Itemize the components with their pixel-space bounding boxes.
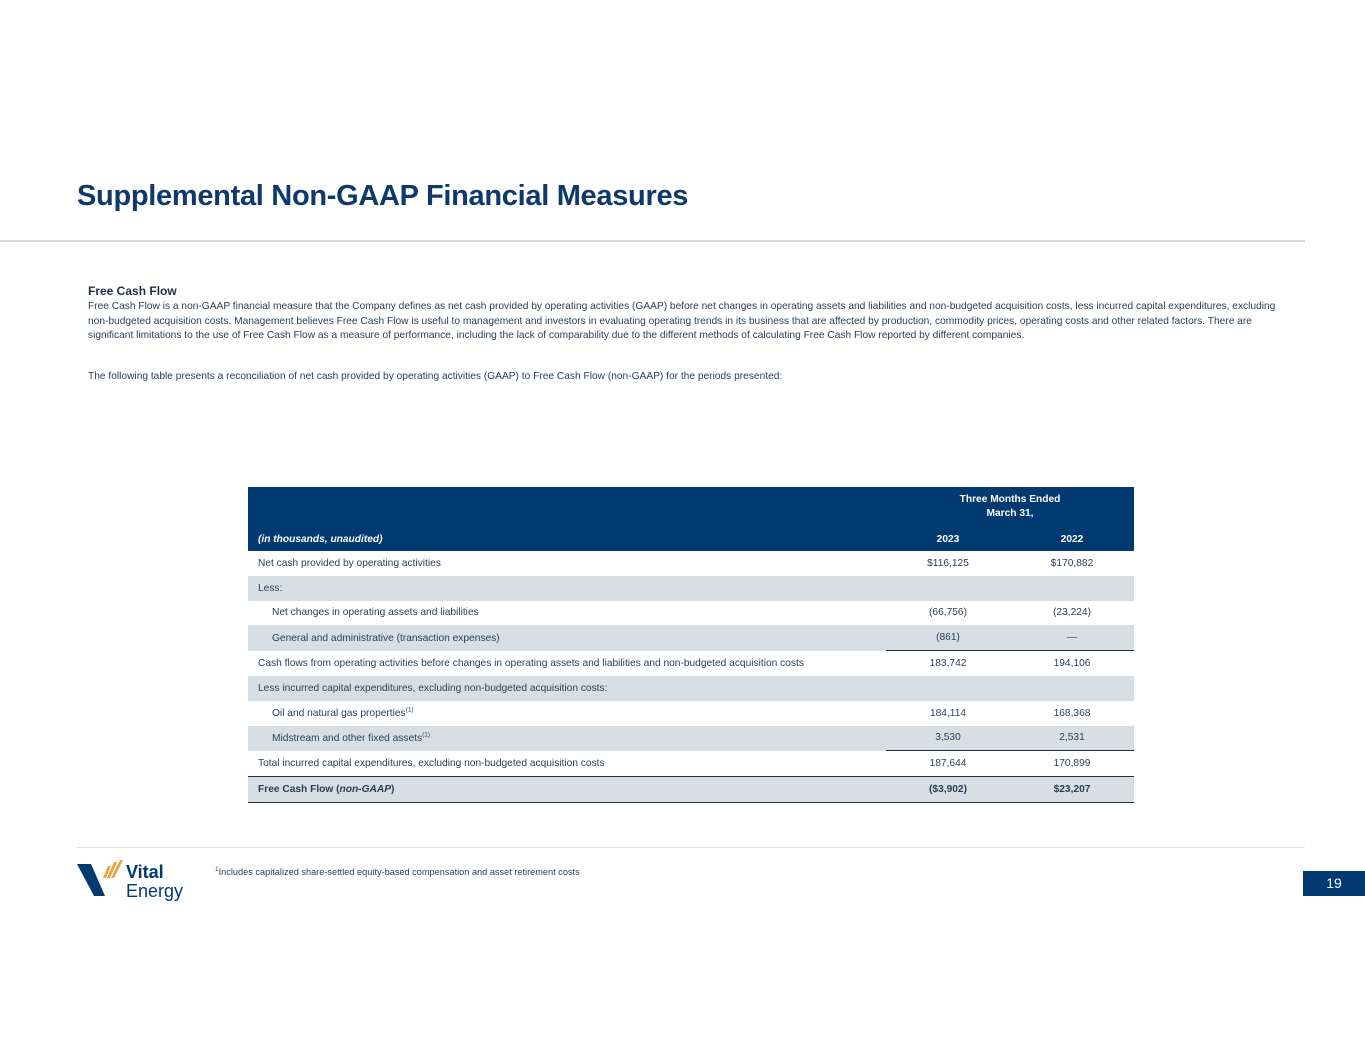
vital-energy-logo: [76, 858, 201, 902]
value-2023: [886, 676, 1010, 701]
value-2022: [1010, 576, 1134, 601]
row-label: Oil and natural gas properties: [272, 707, 406, 719]
value-2022: 194,106: [1053, 658, 1091, 670]
page-title: Supplemental Non-GAAP Financial Measures: [77, 180, 689, 212]
period-group-header: [886, 487, 1134, 527]
table-intro: The following table presents a reconciliation of net cash provided by operating activities (GAAP) to Free Cash Flow (non-GAAP) for the periods presented:: [88, 371, 783, 382]
logo-word-energy: Energy: [126, 881, 184, 901]
table-row: [248, 701, 1134, 726]
logo-chevron-mark: [77, 864, 105, 896]
table-row: [248, 625, 1134, 650]
row-label: Total incurred capital expenditures, excluding non-budgeted acquisition costs: [258, 758, 605, 770]
row-label: Midstream and other fixed assets: [272, 732, 423, 744]
table-row: [248, 726, 1134, 751]
value-2022: $170,882: [1050, 557, 1094, 569]
header-spacer: [248, 487, 886, 527]
table-row: [248, 651, 1134, 676]
value-2023: $116,125: [927, 557, 969, 569]
logo-word-vital: Vital: [126, 862, 164, 882]
free-cash-flow-table: [248, 487, 1134, 803]
value-2023: 184,114: [929, 707, 967, 719]
value-2023: (861): [886, 625, 1010, 650]
footer-divider: [77, 847, 1305, 848]
total-value-2022: $23,207: [1010, 777, 1134, 803]
footnote-marker: (1): [422, 731, 431, 739]
value-2022: 168,368: [1053, 707, 1091, 719]
value-2023: (66,756): [929, 607, 967, 619]
table-row: [248, 601, 1134, 626]
value-2022: (23,224): [1053, 607, 1091, 619]
row-label-with-footnote: [248, 701, 886, 726]
table-row: [248, 676, 1134, 701]
footnote: [215, 867, 580, 877]
section-heading: Free Cash Flow: [88, 284, 177, 298]
table-row: [248, 751, 1134, 777]
row-label: Cash flows from operating activities before changes in operating assets and liabilities and non-budgeted acquisition costs: [258, 657, 804, 669]
title-divider: [0, 240, 1305, 242]
row-label-with-footnote: [248, 726, 886, 751]
period-header-line1: Three Months Ended: [959, 494, 1061, 505]
row-label: Net cash provided by operating activities: [258, 557, 441, 569]
section-description: Free Cash Flow is a non-GAAP financial measure that the Company defines as net cash provided by operating activities (GAAP) before net changes in operating assets and liabilities and non-budgeted acquisition costs, less incurred capital expenditures, excluding non-budgeted acquisition costs. Management believes Free Cash Flow is useful to management and investors in evaluating operating trends in its business that are affected by production, commodity prices, operating costs and other related factors. There are significant limitations to the use of Free Cash Flow as a measure of performance, including the lack of comparability due to the different methods of calculating Free Cash Flow reported by different companies.: [88, 301, 1276, 342]
total-value-2023: ($3,902): [886, 777, 1010, 803]
total-label-suffix: ): [391, 784, 395, 796]
value-2023: 187,644: [929, 758, 967, 770]
footnote-number: 1: [215, 865, 219, 873]
row-label: Less:: [248, 576, 886, 601]
row-label: Less incurred capital expenditures, excluding non-budgeted acquisition costs:: [248, 676, 886, 701]
total-label-prefix: Free Cash Flow (: [258, 784, 340, 796]
year-2022-header: 2022: [1010, 527, 1134, 551]
total-label: [248, 777, 886, 803]
table-row: [248, 576, 1134, 601]
period-header-line2: March 31,: [986, 508, 1034, 519]
value-2023: [886, 576, 1010, 601]
row-label: Net changes in operating assets and liabilities: [272, 607, 479, 619]
year-2023-header: 2023: [886, 527, 1010, 551]
footnote-text: Includes capitalized share-settled equity-based compensation and asset retirement costs: [218, 867, 580, 877]
row-label: General and administrative (transaction expenses): [248, 625, 886, 650]
table-row: [248, 551, 1134, 576]
value-2022: [1010, 676, 1134, 701]
value-2022: 2,531: [1010, 726, 1134, 751]
value-2023: 3,530: [886, 726, 1010, 751]
page-number: 19: [1303, 871, 1365, 896]
label-column-header: (in thousands, unaudited): [248, 527, 886, 551]
value-2022: 170,899: [1053, 758, 1091, 770]
total-row: [248, 777, 1134, 803]
footnote-marker: (1): [405, 706, 414, 714]
value-2022: —: [1010, 625, 1134, 650]
total-label-italic: non-GAAP: [339, 784, 392, 796]
value-2023: 183,742: [929, 658, 967, 670]
